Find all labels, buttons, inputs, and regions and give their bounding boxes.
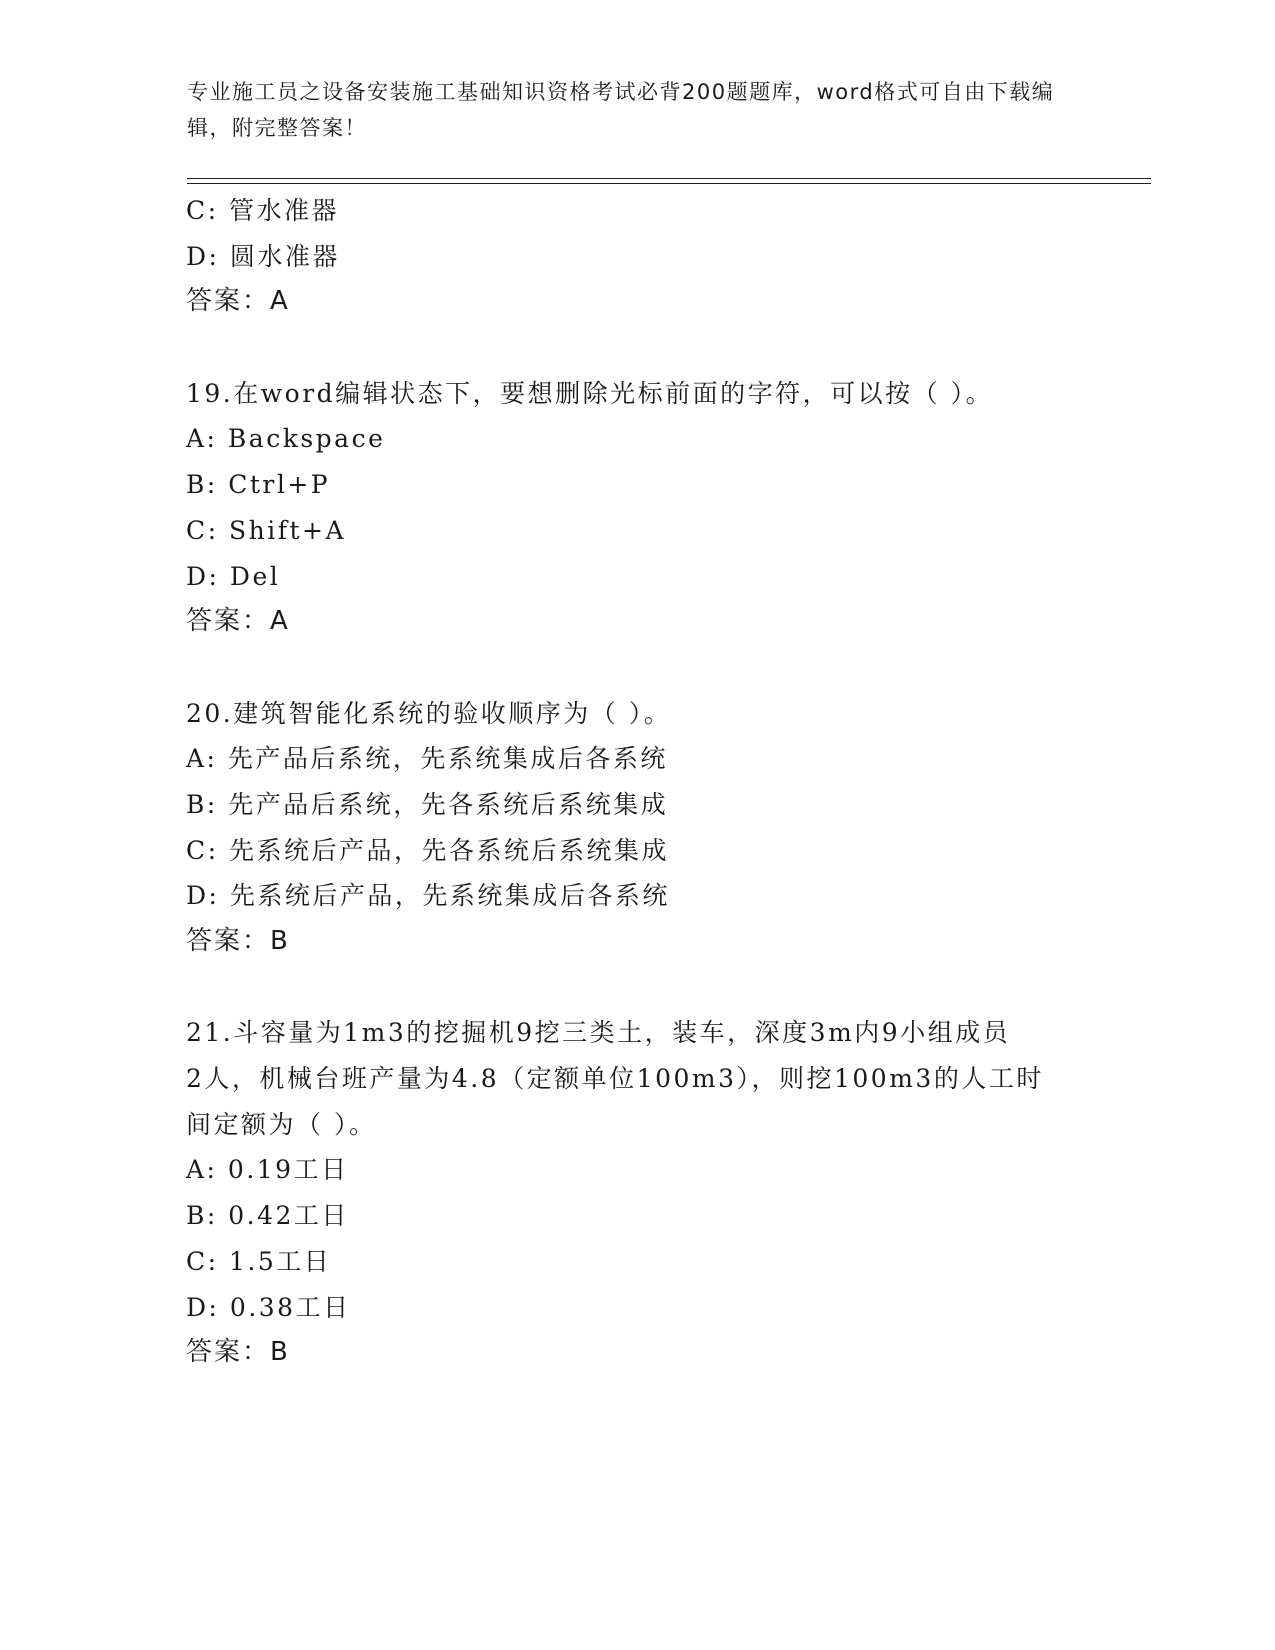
header-title: 专业施工员之设备安装施工基础知识资格考试必背200题题库，word格式可自由下载编辑，附完整答案！ [187, 80, 1055, 140]
option-a: A: 先产品后系统，先系统集成后各系统 [186, 744, 668, 774]
question-block-prev [186, 188, 1086, 325]
option-d: D: 先系统后产品，先系统集成后各系统 [186, 881, 670, 911]
question-stem-line-2: 2人，机械台班产量为4.8（定额单位100m3），则挖100m3的人工时 [186, 1064, 1044, 1094]
answer-line: 答案：B [186, 926, 290, 956]
answer-line: 答案：A [186, 286, 290, 317]
spacer [186, 645, 1086, 691]
option-c: C: Shift+A [186, 515, 347, 545]
question-stem-line-3: 间定额为（ ）。 [186, 1109, 377, 1139]
option-a: A: Backspace [186, 424, 386, 454]
option-d: D: 圆水准器 [186, 241, 340, 271]
option-b: B: 先产品后系统，先各系统后系统集成 [186, 789, 669, 819]
option-d: D: Del [186, 561, 281, 591]
header-divider-bottom [187, 183, 1151, 184]
option-c: C: 1.5工日 [186, 1246, 332, 1276]
question-block-20 [186, 691, 1086, 965]
option-b: B: 0.42工日 [186, 1201, 349, 1231]
question-stem: 19.在word编辑状态下，要想删除光标前面的字符，可以按（ ）。 [186, 378, 994, 408]
option-a: A: 0.19工日 [186, 1155, 349, 1185]
option-c: C: 管水准器 [186, 196, 339, 225]
option-d: D: 0.38工日 [186, 1292, 351, 1322]
question-stem: 20.建筑智能化系统的验收顺序为（ ）。 [186, 698, 672, 728]
answer-line: 答案：A [186, 606, 290, 637]
option-b: B: Ctrl+P [186, 470, 331, 500]
question-block-19 [186, 371, 1086, 645]
question-stem-line-1: 21.斗容量为1m3的挖掘机9挖三类土，装车，深度3m内9小组成员 [186, 1018, 1011, 1048]
question-block-21 [186, 1010, 1086, 1376]
spacer [186, 965, 1086, 1011]
header-divider-top [187, 178, 1151, 179]
question-list [186, 188, 1086, 1376]
document-header [187, 74, 1067, 146]
spacer [186, 325, 1086, 371]
option-c: C: 先系统后产品，先各系统后系统集成 [186, 835, 669, 865]
answer-line: 答案：B [186, 1337, 290, 1368]
